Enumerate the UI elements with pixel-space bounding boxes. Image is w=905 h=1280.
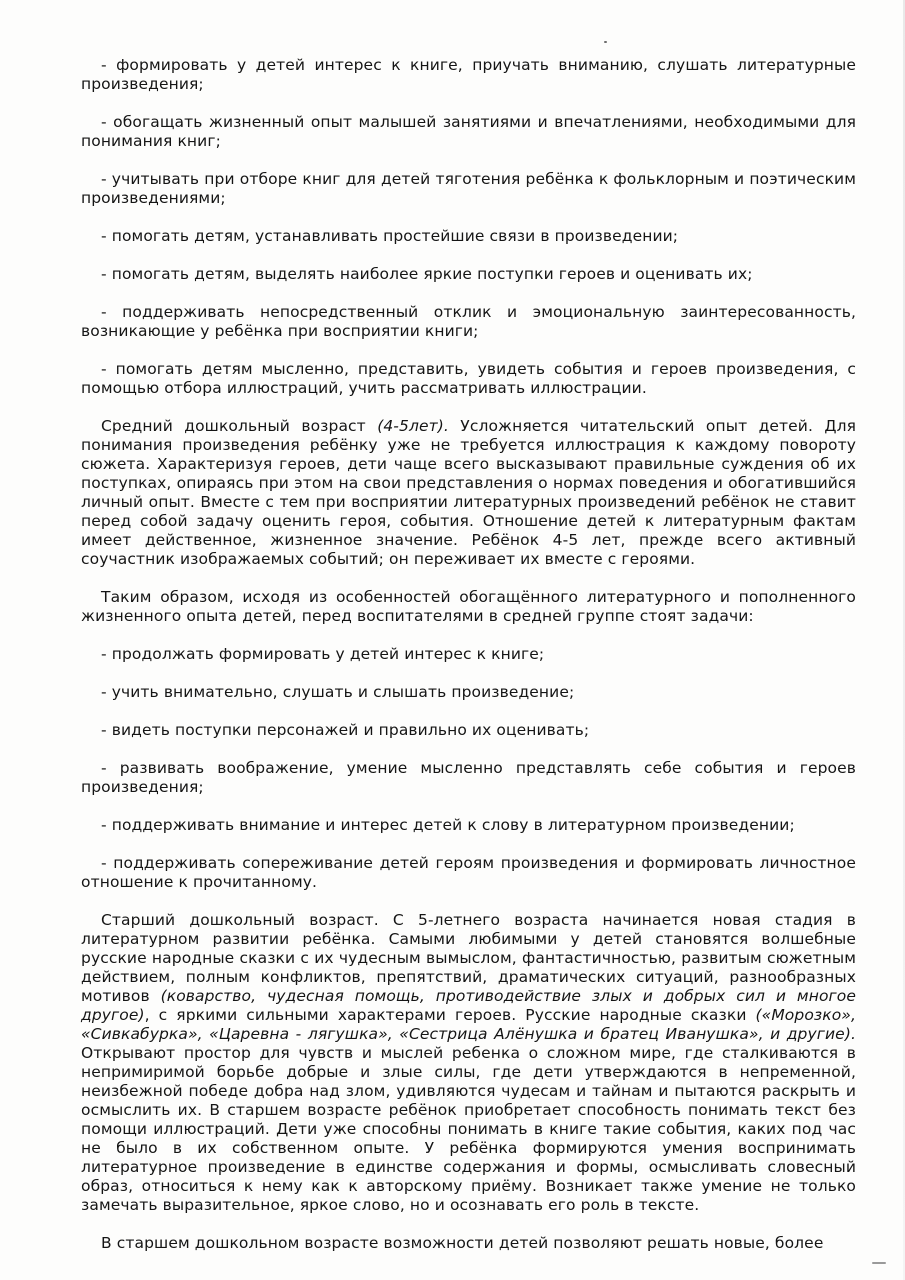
senior-age-part2: , с яркими сильными характерами героев. Русские народные сказки <box>144 1006 756 1024</box>
paragraph-1: - формировать у детей интерес к книге, приучать вниманию, слушать литературные произведения; <box>81 56 856 93</box>
senior-age-part3: Открывают простор для чувств и мыслей ребенка о сложном мире, где сталкиваются в непримиримой борьбе добрые и злые силы, где дети утверждаются в непременной, неизбежной победе добра над злом, удивляются чудесам и тайнам и пытаются раскрыть и осмыслить их. В старшем возрасте ребёнок приобретает способность понимать текст без помощи иллюстраций. Дети уже способны понимать в книге такие события, каких под час не было в их собственном опыте. У ребёнка формируются умения воспринимать литературное произведение в единстве содержания и формы, осмысливать словесный образ, относиться к нему как к авторскому приёму. Возникает также умение не только замечать выразительное, яркое слово, но и осознавать его роль в тексте. <box>81 1044 856 1214</box>
paragraph-13: - развивать воображение, умение мысленно представлять себе события и героев произведения; <box>81 759 856 796</box>
paragraph-3: - учитывать при отборе книг для детей тяготения ребёнка к фольклорным и поэтическим произведениями; <box>81 170 856 207</box>
senior-age-motives: (коварство, чудесная помощь, противодействие злых и добрых сил и многое другое) <box>81 987 856 1024</box>
senior-age-part1: Старший дошкольный возраст. С 5-летнего возраста начинается новая стадия в литературном развитии ребёнка. Самыми любимыми у детей становятся волшебные русские народные сказки с их чудесным вымыслом, фантастичностью, развитым сюжетным действием, полным конфликтов, препятствий, драматических ситуаций, разнообразных мотивов <box>81 911 856 1005</box>
middle-age-range: (4-5лет). <box>377 417 449 435</box>
paragraph-senior-age <box>81 911 856 1215</box>
middle-age-lead: Средний дошкольный возраст <box>101 417 378 435</box>
paragraph-15: - поддерживать сопереживание детей героям произведения и формировать личностное отношение к прочитанному. <box>81 854 856 891</box>
paragraph-middle-age <box>81 417 856 569</box>
paragraph-4: - помогать детям, устанавливать простейшие связи в произведении; <box>101 227 679 245</box>
paragraph-2: - обогащать жизненный опыт малышей занятиями и впечатлениями, необходимыми для понимания книг; <box>81 113 856 150</box>
paragraph-9: Таким образом, исходя из особенностей обогащённого литературного и пополненного жизненного опыта детей, перед воспитателями в средней группе стоят задачи: <box>81 588 856 625</box>
scan-speck-top <box>604 41 607 43</box>
paragraph-10: - продолжать формировать у детей интерес к книге; <box>101 645 545 663</box>
paragraph-14: - поддерживать внимание и интерес детей к слову в литературном произведении; <box>101 816 795 834</box>
paragraph-last: В старшем дошкольном возрасте возможности детей позволяют решать новые, более <box>101 1234 824 1252</box>
senior-age-tales: («Морозко», «Сивкабурка», «Царевна - лягушка», «Сестрица Алёнушка и братец Иванушка», и другие). <box>81 1006 856 1043</box>
paragraph-6: - поддерживать непосредственный отклик и эмоциональную заинтересованность, возникающие у ребёнка при восприятии книги; <box>81 303 856 340</box>
document-body <box>81 56 856 1272</box>
paragraph-7: - помогать детям мысленно, представить, увидеть события и героев произведения, с помощью отбора иллюстраций, учить рассматривать иллюстрации. <box>81 360 856 397</box>
scan-speck-bottom <box>872 1262 886 1264</box>
paragraph-5: - помогать детям, выделять наиболее яркие поступки героев и оценивать их; <box>101 265 753 283</box>
paragraph-11: - учить внимательно, слушать и слышать произведение; <box>101 683 575 701</box>
paragraph-12: - видеть поступки персонажей и правильно их оценивать; <box>101 721 590 739</box>
middle-age-body: Усложняется читательский опыт детей. Для понимания произведения ребёнку уже не требуется иллюстрация к каждому повороту сюжета. Характеризуя героев, дети чаще всего высказывают правильные суждения об их поступках, опираясь при этом на свои представления о нормах поведения и обогатившийся личный опыт. Вместе с тем при восприятии литературных произведений ребёнок не ставит перед собой задачу оценить героя, события. Отношение детей к литературным фактам имеет действенное, жизненное значение. Ребёнок 4-5 лет, прежде всего активный соучастник изображаемых событий; он переживает их вместе с героями. <box>81 417 857 568</box>
